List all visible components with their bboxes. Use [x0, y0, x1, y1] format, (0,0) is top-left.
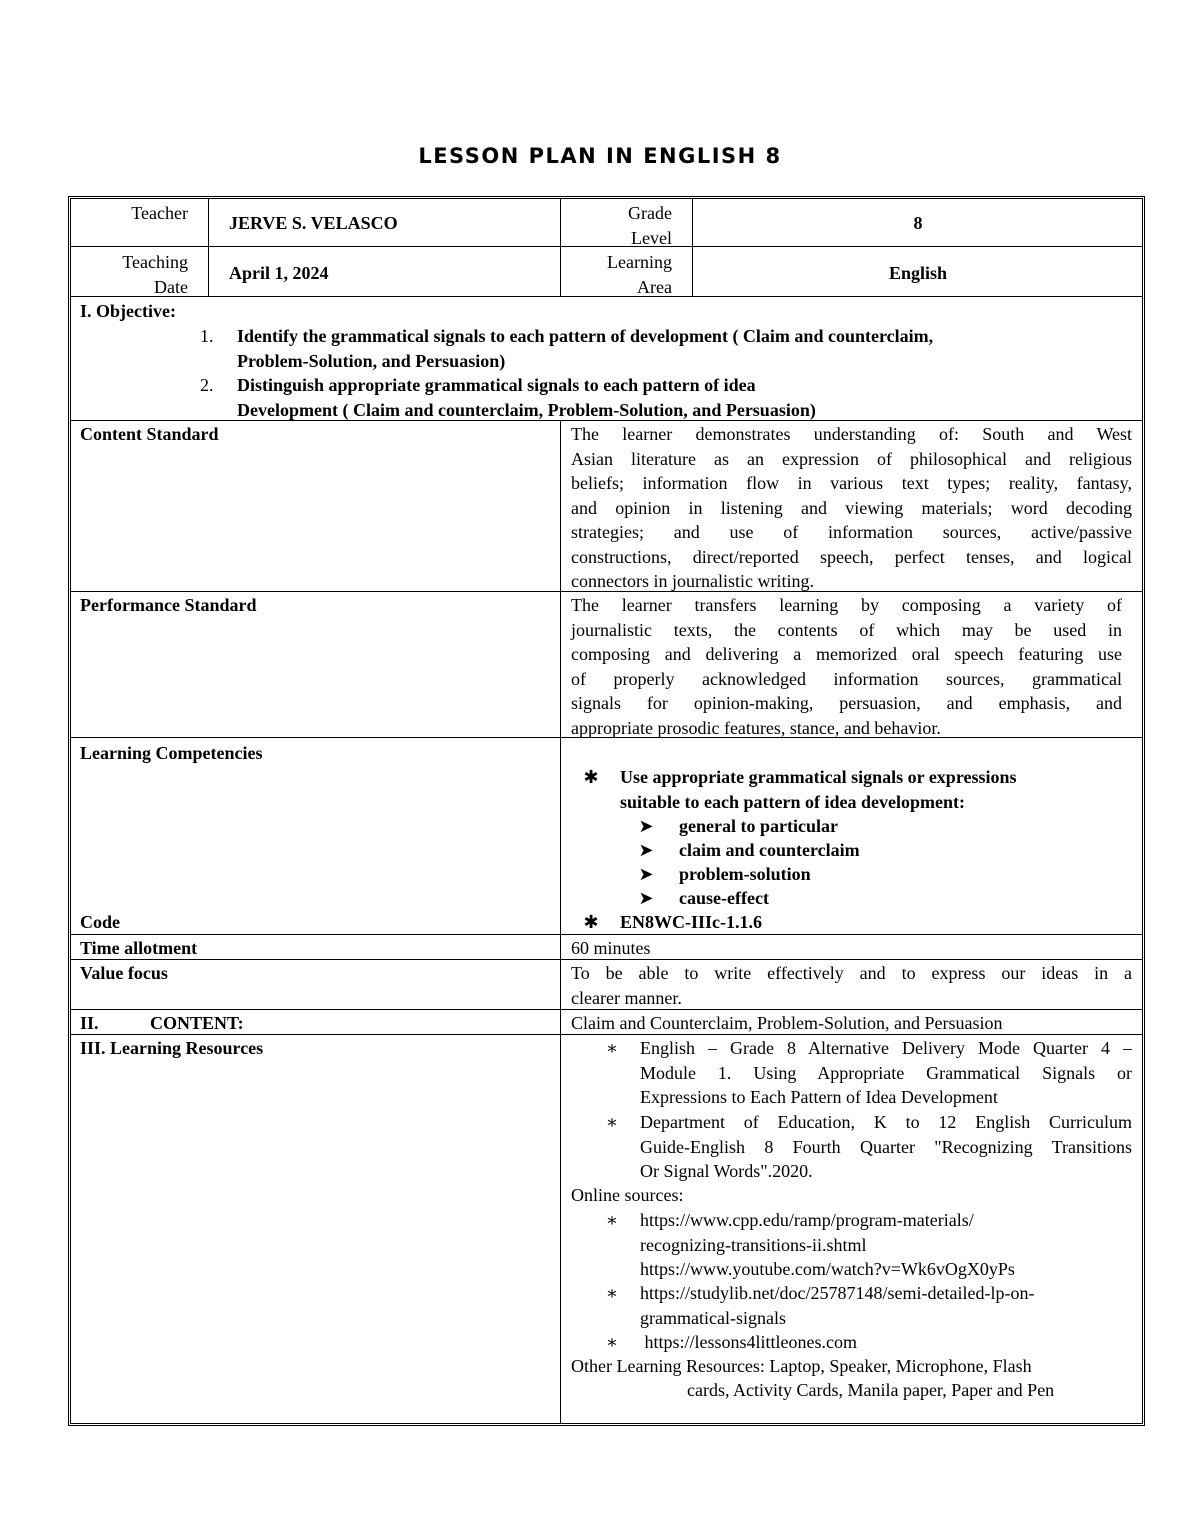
content-standard-text: The learner demonstrates understanding of: South and West Asian literature as an expression of philosophical and religious beliefs; information flow in various text types; reality, fantasy, and opinion in listening and viewing materials; word decoding strategies; and use of information sources, active/passive constructions, direct/reported speech, perfect tenses, and logical connectors in journalistic writing. [571, 424, 1132, 591]
asterisk-bullet-icon: ∗ [605, 1038, 619, 1058]
value-focus-text: To be able to write effectively and to express our ideas in a clearer manner. [571, 963, 1132, 1008]
teacher-label: Teacher [131, 203, 188, 223]
online-sources-label: Online sources: [571, 1185, 684, 1205]
competency-main: Use appropriate grammatical signals or expressions suitable to each pattern of idea development: [620, 767, 1017, 812]
online-source-item: https://www.cpp.edu/ramp/program-materials/ recognizing-transitions-ii.shtml https://www.youtube.com/watch?v=Wk6vOgX0yPs [640, 1210, 1015, 1279]
competency-sub-item: general to particular [679, 816, 838, 836]
competency-sub-item: problem-solution [679, 864, 811, 884]
content-label: CONTENT: [150, 1013, 244, 1033]
online-source-item: https://studylib.net/doc/25787148/semi-detailed-lp-on- grammatical-signals [640, 1283, 1035, 1328]
grade-label: Grade Level [628, 203, 672, 248]
asterisk-bullet-icon: ∗ [605, 1210, 619, 1230]
performance-standard-label: Performance Standard [80, 595, 257, 615]
date-label: Teaching Date [122, 252, 188, 297]
document-title: LESSON PLAN IN ENGLISH 8 [418, 144, 782, 168]
arrow-bullet-icon: ➤ [638, 816, 654, 836]
resources-label: III. Learning Resources [80, 1038, 264, 1058]
code-value: EN8WC-IIIc-1.1.6 [620, 912, 762, 932]
other-resources-line-2: cards, Activity Cards, Manila paper, Paper and Pen [687, 1380, 1055, 1400]
asterisk-bullet-icon: ∗ [605, 1332, 619, 1352]
objective-num-2: 2. [200, 375, 214, 395]
asterisk-bullet-icon: ∗ [605, 1112, 619, 1132]
content-value: Claim and Counterclaim, Problem-Solution, and Persuasion [571, 1013, 1003, 1033]
content-standard-label: Content Standard [80, 424, 219, 444]
asterisk-bullet-icon: ✱ [583, 912, 599, 932]
performance-standard-text: The learner transfers learning by composing a variety of journalistic texts, the contents of which may be used in composing and delivering a memorized oral speech featuring use of properly acknowledged information sources, grammatical signals for opinion-making, persuasion, and emphasis, and appropriate prosodic features, stance, and behavior. [571, 595, 1122, 738]
grade-value: 8 [913, 213, 923, 233]
online-source-item: https://lessons4littleones.com [640, 1332, 857, 1352]
area-label: Learning Area [607, 252, 672, 297]
content-num: II. [80, 1013, 99, 1033]
code-label: Code [80, 912, 120, 932]
resource-item: Department of Education, K to 12 English Curriculum Guide-English 8 Fourth Quarter "Recognizing Transitions Or Signal Words".2020. [640, 1112, 1132, 1181]
competency-sub-item: claim and counterclaim [679, 840, 860, 860]
objective-item-2: Distinguish appropriate grammatical signals to each pattern of idea Development ( Claim and counterclaim, Problem-Solution, and Persuasion) [237, 375, 816, 420]
arrow-bullet-icon: ➤ [638, 888, 654, 908]
other-resources-line-1: Other Learning Resources: Laptop, Speaker, Microphone, Flash [571, 1356, 1032, 1376]
asterisk-bullet-icon: ✱ [583, 767, 599, 787]
time-allotment-label: Time allotment [80, 938, 198, 958]
date-value: April 1, 2024 [229, 263, 329, 283]
time-allotment-value: 60 minutes [571, 938, 651, 958]
value-focus-label: Value focus [80, 963, 168, 983]
competency-sub-item: cause-effect [679, 888, 769, 908]
teacher-value: JERVE S. VELASCO [229, 213, 398, 233]
area-value: English [888, 263, 948, 283]
objective-item-1: Identify the grammatical signals to each pattern of development ( Claim and counterclaim, Problem-Solution, and Persuasion) [237, 326, 934, 371]
asterisk-bullet-icon: ∗ [605, 1283, 619, 1303]
objective-heading: I. Objective: [80, 301, 176, 321]
competencies-label: Learning Competencies [80, 743, 263, 763]
arrow-bullet-icon: ➤ [638, 840, 654, 860]
objective-num-1: 1. [200, 326, 214, 346]
arrow-bullet-icon: ➤ [638, 864, 654, 884]
resource-item: English – Grade 8 Alternative Delivery Mode Quarter 4 – Module 1. Using Appropriate Grammatical Signals or Expressions to Each Pattern of Idea Development [640, 1038, 1132, 1107]
